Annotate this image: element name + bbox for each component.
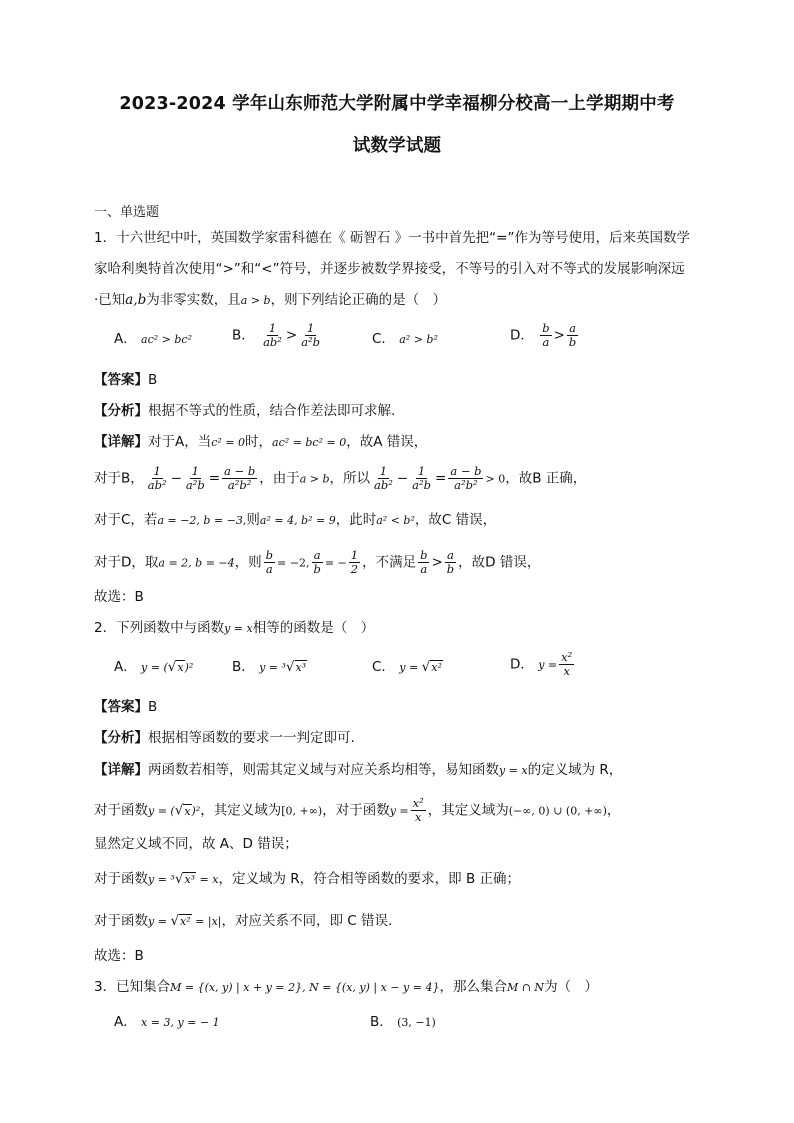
text: 3．已知集合 xyxy=(94,979,171,995)
frac-numerator: a xyxy=(313,548,321,562)
answer-tag: 【答案】 xyxy=(94,372,148,388)
frac xyxy=(559,651,574,678)
relation: > xyxy=(553,327,565,344)
q1-math-ab: a,b xyxy=(125,292,147,308)
math: = |x| xyxy=(191,915,222,928)
option-label: B． xyxy=(370,1014,393,1030)
frac xyxy=(264,549,275,576)
analysis-tag: 【分析】 xyxy=(94,730,148,746)
sqrt-radicand: x² xyxy=(180,915,191,928)
math: )² xyxy=(184,661,194,674)
option-math: x = 3, y = − 1 xyxy=(141,1016,220,1029)
q1-text: 为非零实数，且 xyxy=(146,292,241,308)
operator: − xyxy=(170,470,182,487)
q1-stem-line-2: 家哈利奥特首次使用“>”和“<”符号，并逐步被数学界接受，不等号的引入对不等式的发展影响深远 xyxy=(94,261,685,277)
frac-numerator: b xyxy=(542,321,550,335)
math: = x xyxy=(196,873,219,886)
q2-analysis xyxy=(94,728,724,748)
frac-denominator: a²b² xyxy=(227,478,252,492)
option-label: C． xyxy=(372,659,395,675)
text: 对于函数 xyxy=(94,802,148,819)
q2-detail-line-5 xyxy=(94,911,724,932)
frac xyxy=(349,549,360,576)
frac-numerator: 1 xyxy=(268,321,277,335)
option-label: A． xyxy=(114,1014,137,1030)
text: 则 xyxy=(246,512,260,528)
frac-numerator: 1 xyxy=(153,464,161,478)
frac xyxy=(540,322,551,349)
analysis-text: 根据相等函数的要求一一判定即可. xyxy=(148,730,355,746)
q2-answer xyxy=(94,697,724,717)
option-label: B． xyxy=(232,327,255,344)
text: ，故C 错误， xyxy=(414,512,497,528)
frac-denominator: b xyxy=(313,562,321,576)
q2-detail-line-3: 显然定义域不同，故 A、D 错误； xyxy=(94,836,298,852)
frac-denominator: b xyxy=(446,562,455,576)
frac-numerator: x² xyxy=(412,796,424,810)
frac xyxy=(222,465,257,492)
frac xyxy=(299,322,322,349)
math: )² xyxy=(191,804,201,818)
math: M = {(x, y) | x + y = 2}, N = {(x, y) | x − y = 4} xyxy=(170,981,440,994)
q2-option-d[interactable] xyxy=(510,651,576,678)
frac-numerator: x² xyxy=(561,650,573,664)
frac-denominator: a²b xyxy=(412,478,431,492)
math: > 0 xyxy=(485,472,506,486)
detail-tag: 【详解】 xyxy=(94,434,148,450)
math: a = 2, b = −4 xyxy=(158,556,235,570)
math: a² = 4, b² = 9 xyxy=(259,514,336,527)
frac-numerator: 1 xyxy=(191,464,199,478)
q2-option-c[interactable] xyxy=(372,657,443,678)
option-label: B． xyxy=(232,659,255,675)
text: 对于C，若 xyxy=(94,512,158,528)
sqrt-sign: √ xyxy=(421,659,431,675)
frac xyxy=(410,465,433,492)
frac-denominator: a xyxy=(265,562,273,576)
text: 的定义域为 R， xyxy=(527,762,623,778)
q1-detail-line-1 xyxy=(94,432,724,453)
answer-tag: 【答案】 xyxy=(94,699,148,715)
operator: = xyxy=(435,470,447,487)
q3-option-a[interactable] xyxy=(114,1012,220,1033)
option-math: ac² > bc² xyxy=(141,333,192,346)
frac-denominator: 2 xyxy=(350,562,359,576)
math: a = −2, b = −3, xyxy=(157,514,247,527)
q1-option-d[interactable] xyxy=(510,322,580,349)
text: 2．下列函数中与函数 xyxy=(94,620,225,636)
frac-denominator: a xyxy=(542,335,550,349)
section-heading: 一、单选题 xyxy=(94,205,160,220)
math: y = ³ xyxy=(148,873,175,886)
frac-numerator: 1 xyxy=(350,548,359,562)
analysis-tag: 【分析】 xyxy=(94,403,148,419)
math: y = xyxy=(538,658,558,672)
text: 对于函数 xyxy=(94,913,148,929)
frac xyxy=(146,465,169,492)
q1-text: ，则下列结论正确的是（ ） xyxy=(270,292,447,308)
sqrt-sign: √ xyxy=(167,659,177,675)
frac-numerator: 1 xyxy=(379,464,388,478)
q1-detail-line-2 xyxy=(94,465,724,492)
math: y = ( xyxy=(141,661,168,674)
text: ，那么集合 xyxy=(439,979,507,995)
frac-denominator: a²b² xyxy=(454,478,478,492)
text: 对于D，取 xyxy=(94,554,159,571)
frac-denominator: a²b xyxy=(185,478,205,492)
math: ac² = bc² = 0 xyxy=(272,436,347,449)
math: y = ( xyxy=(148,804,175,818)
q2-option-b[interactable] xyxy=(232,657,307,678)
text: ，其定义域为 xyxy=(427,802,509,819)
sqrt-radicand: x³ xyxy=(295,661,307,674)
option-label: D． xyxy=(510,327,534,344)
sqrt-radicand: x xyxy=(184,804,191,818)
frac xyxy=(445,549,456,576)
frac-denominator: x xyxy=(414,810,422,824)
text: ，由于 xyxy=(259,470,300,487)
operator: = xyxy=(208,470,221,487)
text: 对于函数 xyxy=(94,871,148,887)
answer-value: B xyxy=(148,372,158,388)
sqrt-sign: √ xyxy=(285,659,295,675)
q1-math-condition: a > b xyxy=(240,294,271,307)
text: ，不满足 xyxy=(362,554,417,571)
q1-detail-line-4 xyxy=(94,549,724,576)
text: 对于B， xyxy=(94,470,144,487)
text: 对于A，当 xyxy=(148,434,212,450)
option-label: D． xyxy=(510,656,534,673)
math: y = xyxy=(389,804,409,818)
frac-denominator: x xyxy=(563,664,570,678)
text: ，对于函数 xyxy=(322,802,390,819)
frac-numerator: 1 xyxy=(306,321,315,335)
sqrt-radicand: x² xyxy=(431,661,442,674)
q3-stem xyxy=(94,977,724,998)
text: 两函数若相等，则需其定义域与对应关系均相等，易知函数 xyxy=(148,762,499,778)
q1-option-b[interactable] xyxy=(232,322,324,349)
q3-option-b[interactable] xyxy=(370,1012,436,1033)
q1-stem-line-1: 1．十六世纪中叶，英国数学家雷科德在《 砺智石 》一书中首先把“=”作为等号使用，后来英国数学 xyxy=(94,230,690,246)
frac xyxy=(418,549,429,576)
math: M ∩ N xyxy=(506,981,545,994)
frac-denominator: a²b xyxy=(301,335,321,349)
frac-denominator: b xyxy=(568,335,577,349)
option-math: (3, −1) xyxy=(397,1016,436,1029)
math: y = xyxy=(399,661,422,674)
q1-answer xyxy=(94,370,724,390)
analysis-text: 根据不等式的性质，结合作差法即可求解. xyxy=(148,403,396,419)
text: 时， xyxy=(245,434,273,450)
option-math: a² > b² xyxy=(399,333,438,346)
math: a² < b² xyxy=(376,514,415,527)
text: ， xyxy=(606,802,621,819)
q2-choose: 故选：B xyxy=(94,948,144,964)
frac xyxy=(448,465,483,492)
frac xyxy=(311,549,322,576)
q1-detail-line-3 xyxy=(94,510,724,531)
frac-numerator: a xyxy=(569,321,576,335)
q1-analysis xyxy=(94,401,724,421)
math: = − xyxy=(324,556,347,570)
relation: > xyxy=(285,327,298,344)
sqrt-radicand: x xyxy=(177,661,184,674)
frac-denominator: ab² xyxy=(263,335,282,349)
q1-option-c[interactable] xyxy=(372,329,438,350)
math: y = x xyxy=(224,622,253,635)
frac-numerator: 1 xyxy=(417,464,426,478)
sqrt-sign: √ xyxy=(174,871,184,887)
text: ，定义域为 R，符合相等函数的要求，即 B 正确； xyxy=(218,871,521,887)
text: 为（ ） xyxy=(544,979,599,995)
frac xyxy=(261,322,284,349)
answer-value: B xyxy=(148,699,158,715)
frac xyxy=(411,797,426,824)
q2-stem xyxy=(94,618,724,639)
text: ，故B 正确， xyxy=(505,470,587,487)
frac xyxy=(184,465,207,492)
sqrt-sign: √ xyxy=(174,802,184,819)
text: 相等的函数是（ ） xyxy=(252,620,375,636)
detail-tag: 【详解】 xyxy=(94,762,148,778)
sqrt-radicand: x³ xyxy=(184,873,196,886)
relation: > xyxy=(431,554,443,571)
option-label: C． xyxy=(372,331,395,347)
q2-detail-line-2 xyxy=(94,797,724,824)
text: ，其定义域为 xyxy=(200,802,282,819)
text: ，故A 错误， xyxy=(346,434,428,450)
frac-numerator: a − b xyxy=(224,464,256,478)
frac-denominator: ab² xyxy=(374,478,393,492)
operator: − xyxy=(396,470,409,487)
q2-option-a[interactable] xyxy=(114,657,193,678)
math: y = x xyxy=(499,764,528,777)
frac-numerator: b xyxy=(265,548,274,562)
math-interval: (−∞, 0) ∪ (0, +∞) xyxy=(508,804,607,818)
text: ，此时 xyxy=(335,512,377,528)
math: a > b xyxy=(299,472,330,486)
text: ，则 xyxy=(234,554,262,571)
q1-option-a[interactable] xyxy=(114,329,192,350)
frac-denominator: ab² xyxy=(147,478,167,492)
math: y = xyxy=(148,915,171,928)
option-label: A． xyxy=(114,331,137,347)
exam-title-line-1: 2023-2024 学年山东师范大学附属中学幸福柳分校高一上学期期中考 xyxy=(119,94,675,114)
q2-detail-line-1 xyxy=(94,760,724,781)
sqrt-sign: √ xyxy=(170,913,180,929)
text: ，所以 xyxy=(329,470,371,487)
q1-text: ·已知 xyxy=(94,292,126,308)
q1-stem-line-3 xyxy=(94,290,724,311)
math: c² = 0 xyxy=(211,436,246,449)
text: ，故D 错误， xyxy=(458,554,541,571)
q2-detail-line-4 xyxy=(94,869,724,890)
math-interval: [0, +∞) xyxy=(281,804,323,818)
frac xyxy=(567,322,578,349)
frac-numerator: a xyxy=(447,548,454,562)
exam-title-line-2: 试数学试题 xyxy=(352,136,442,156)
option-label: A． xyxy=(114,659,137,675)
text: ，对应关系不同，即 C 错误. xyxy=(221,913,393,929)
math: y = ³ xyxy=(259,661,286,674)
frac-numerator: a − b xyxy=(450,464,482,478)
math: = −2, xyxy=(277,556,310,570)
q1-choose: 故选：B xyxy=(94,589,144,605)
frac-numerator: b xyxy=(420,548,428,562)
frac xyxy=(372,465,395,492)
frac-denominator: a xyxy=(420,562,428,576)
